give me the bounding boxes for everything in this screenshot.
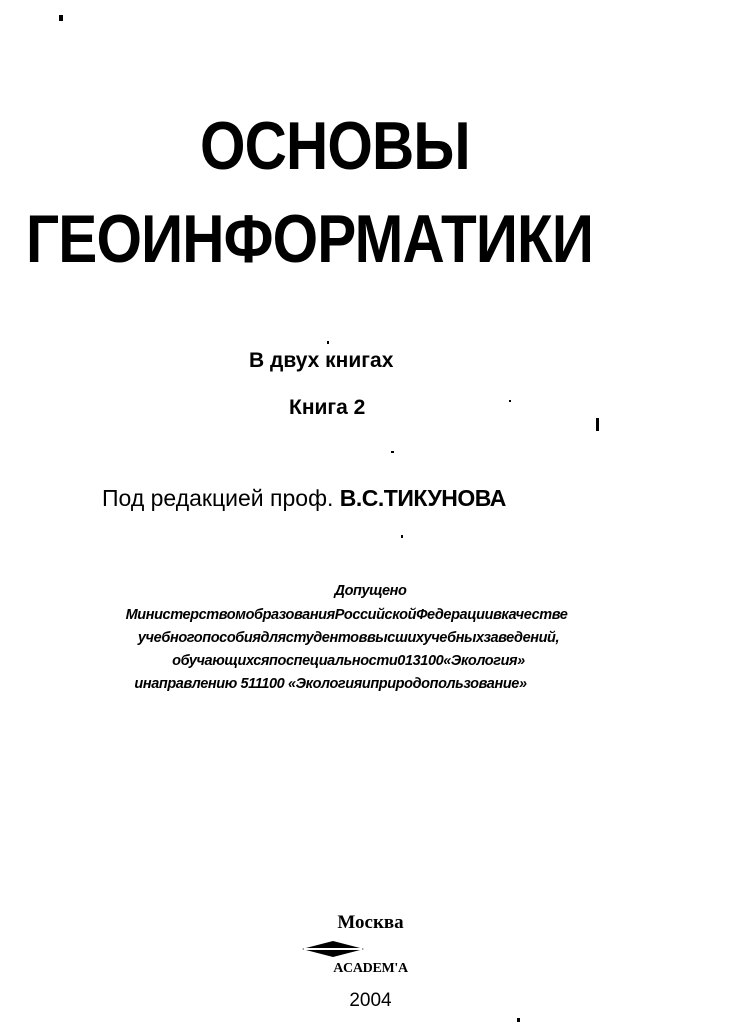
editor-line	[102, 487, 506, 510]
approval-line-4: инаправлению 511100 «Экологияиприродопользование»	[134, 676, 527, 692]
publisher-name: ACADEM'A	[333, 961, 408, 976]
approval-line-3: обучающихсяпоспециальности013100«Экология»	[172, 653, 525, 669]
publisher-city: Москва	[337, 912, 404, 933]
volumes-note: В двух книгах	[249, 349, 394, 372]
approval-heading: Допущено	[334, 583, 407, 599]
scan-speck	[327, 341, 329, 344]
publisher-logo-icon	[298, 939, 368, 959]
title-line-2: ГЕОИНФОРМАТИКИ	[26, 201, 594, 277]
scan-speck	[391, 451, 394, 453]
scan-speck	[509, 400, 511, 402]
scan-speck	[596, 418, 599, 431]
editor-prefix: Под редакцией проф.	[102, 485, 334, 511]
book-number: Книга 2	[289, 396, 366, 419]
approval-line-1: МинистерствомобразованияРоссийскойФедерациивкачестве	[125, 607, 568, 623]
approval-line-2: учебногопособиядлястудентоввысшихучебныхзаведений,	[137, 630, 560, 646]
scan-speck	[59, 15, 63, 21]
title-line-1: ОСНОВЫ	[200, 108, 470, 184]
scan-speck	[517, 1018, 520, 1022]
publication-year: 2004	[349, 990, 392, 1011]
editor-name: В.С.ТИКУНОВА	[339, 485, 506, 511]
scan-speck	[401, 535, 403, 538]
